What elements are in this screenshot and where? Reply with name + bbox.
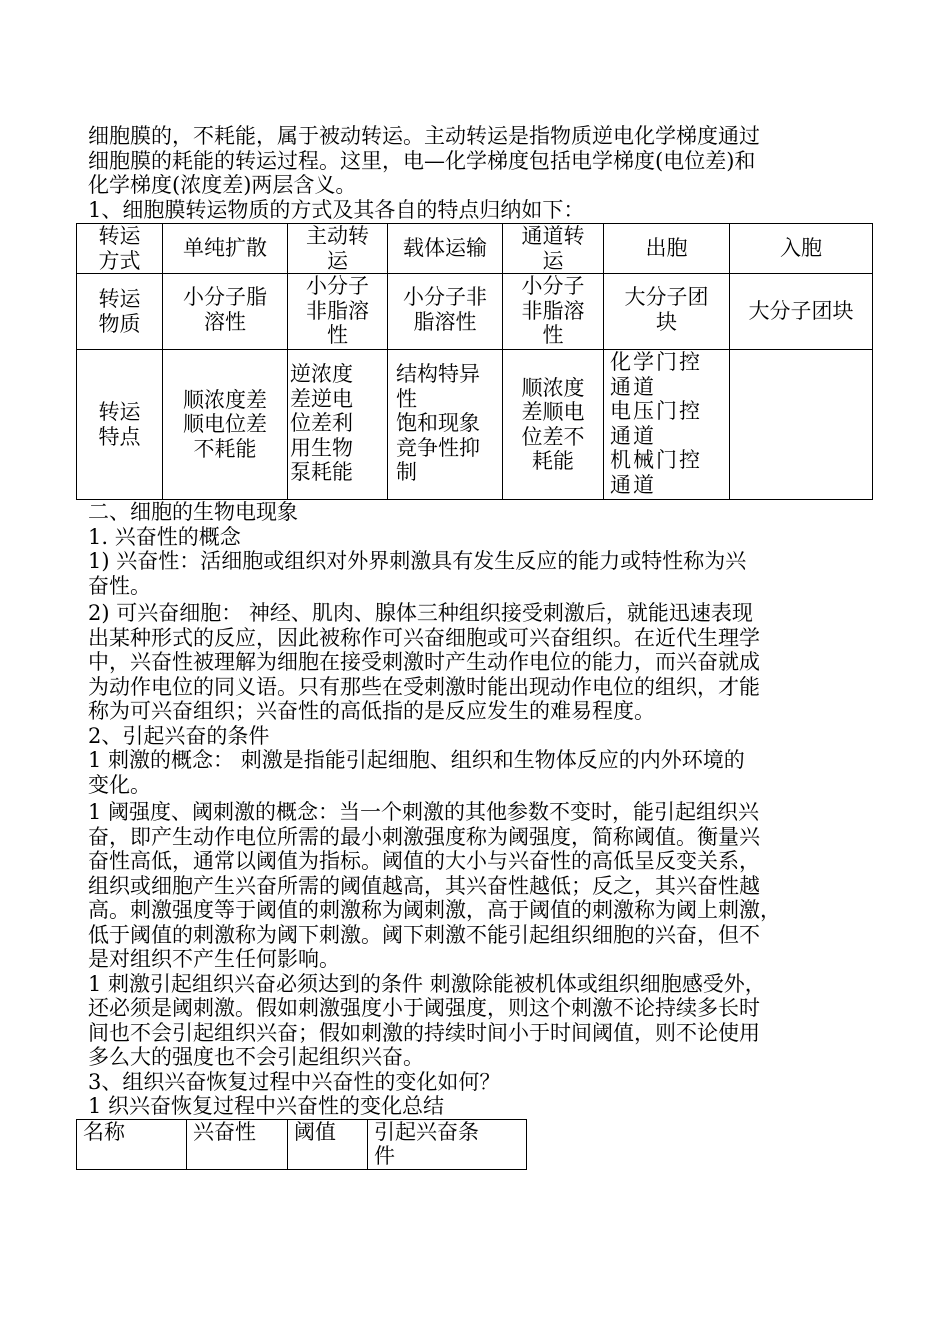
text-line: 奋性高低，通常以阈值为指标。阈值的大小与兴奋性的高低呈反变关系，: [88, 849, 760, 873]
table-cell: 小分子 非脂溶 性: [503, 274, 604, 350]
paragraph-threshold: [88, 800, 878, 972]
table-header-cell: 出胞: [604, 224, 730, 274]
document-page: [83, 124, 878, 1170]
table-cell: 转运 物质: [77, 274, 163, 350]
table-cell: [730, 350, 873, 500]
table-cell: 小分子脂 溶性: [163, 274, 288, 350]
table-cell: 小分子 非脂溶 性: [288, 274, 388, 350]
text-line: 细胞膜的，不耗能，属于被动转运。主动转运是指物质逆电化学梯度通过: [88, 124, 760, 148]
paragraph-stimulus: [88, 748, 878, 797]
text-line: 1 阈强度、阈刺激的概念：当一个刺激的其他参数不变时，能引起组织兴: [88, 800, 760, 824]
table-cell: 顺浓度 差顺电 位差不 耗能: [503, 350, 604, 500]
table-header-cell: 主动转 运: [288, 224, 388, 274]
text-line: 多么大的强度也不会引起组织兴奋。: [88, 1045, 424, 1069]
table-header-cell: 转运 方式: [77, 224, 163, 274]
table-header-cell: 载体运输: [388, 224, 503, 274]
transport-table: [76, 223, 873, 500]
table-header-cell: 引起兴奋条 件: [368, 1119, 527, 1169]
table-cell: 大分子团 块: [604, 274, 730, 350]
text-line: 间也不会引起组织兴奋；假如刺激的持续时间小于时间阈值，则不论使用: [88, 1020, 760, 1045]
paragraph-conditions: [88, 972, 878, 1070]
text-line: 变化。: [88, 772, 151, 797]
section2-heading: 二、细胞的生物电现象: [88, 500, 298, 524]
paragraph-excitable-cells: [88, 601, 878, 724]
table-header-cell: 名称: [77, 1119, 187, 1169]
table-header-cell: 单纯扩散: [163, 224, 288, 274]
subsection-heading: 1. 兴奋性的概念: [88, 524, 241, 549]
table-cell: 顺浓度差 顺电位差 不耗能: [163, 350, 288, 500]
text-line: 1 刺激的概念： 刺激是指能引起细胞、组织和生物体反应的内外环境的: [88, 748, 745, 772]
text-line: 细胞膜的耗能的转运过程。这里，电—化学梯度包括电学梯度(电位差)和: [88, 148, 756, 173]
text-line: 还必须是阈刺激。假如刺激强度小于阈强度，则这个刺激不论持续多长时: [88, 996, 760, 1020]
table-cell: 化学门控 通道 电压门控 通道 机械门控 通道: [604, 350, 730, 500]
table-row: [77, 350, 873, 500]
text-line: 1 刺激引起组织兴奋必须达到的条件 刺激除能被机体或组织细胞感受外，: [88, 971, 766, 996]
table-cell: 结构特异 性 饱和现象 竞争性抑 制: [388, 350, 503, 500]
text-line: 称为可兴奋组织；兴奋性的高低指的是反应发生的难易程度。: [88, 699, 655, 723]
subsection-heading: 1 织兴奋恢复过程中兴奋性的变化总结: [88, 1094, 445, 1118]
table-row: [77, 274, 873, 350]
subsection-heading: 2、引起兴奋的条件: [88, 723, 270, 748]
text-line: 为动作电位的同义语。只有那些在受刺激时能出现动作电位的组织，才能: [88, 674, 760, 699]
text-line: 奋，即产生动作电位所需的最小刺激强度称为阈强度，简称阈值。衡量兴: [88, 824, 760, 849]
table-header-cell: 阈值: [288, 1119, 368, 1169]
table-cell: 逆浓度 差逆电 位差利 用生物 泵耗能: [288, 350, 388, 500]
text-line: 奋性。: [88, 573, 151, 598]
table-cell: 大分子团块: [730, 274, 873, 350]
table-row: [77, 1119, 527, 1169]
table-header-cell: 兴奋性: [187, 1119, 288, 1169]
section1-heading: 1、细胞膜转运物质的方式及其各自的特点归纳如下：: [88, 197, 585, 222]
text-line: 1) 兴奋性：活细胞或组织对外界刺激具有发生反应的能力或特性称为兴: [88, 549, 747, 573]
section3-heading: 3、组织兴奋恢复过程中兴奋性的变化如何？: [88, 1069, 501, 1094]
text-line: 组织或细胞产生兴奋所需的阈值越高，其兴奋性越低；反之，其兴奋性越: [88, 873, 760, 898]
text-line: 是对组织不产生任何影响。: [88, 947, 340, 971]
paragraph-excitability: [88, 549, 878, 598]
text-line: 2) 可兴奋细胞： 神经、肌肉、腺体三种组织接受刺激后，就能迅速表现: [88, 601, 753, 625]
table-header-cell: 通道转 运: [503, 224, 604, 274]
table-cell: 小分子非 脂溶性: [388, 274, 503, 350]
table-cell: 转运 特点: [77, 350, 163, 500]
text-line: 高。刺激强度等于阈值的刺激称为阈刺激，高于阈值的刺激称为阈上刺激，: [88, 898, 781, 922]
text-line: 化学梯度(浓度差)两层含义。: [88, 173, 357, 197]
text-line: 低于阈值的刺激称为阈下刺激。阈下刺激不能引起组织细胞的兴奋，但不: [88, 922, 760, 947]
table-row: [77, 224, 873, 274]
intro-paragraph: [88, 124, 878, 198]
text-line: 中，兴奋性被理解为细胞在接受刺激时产生动作电位的能力，而兴奋就成: [88, 650, 760, 674]
text-line: 出某种形式的反应，因此被称作可兴奋细胞或可兴奋组织。在近代生理学: [88, 625, 760, 650]
table-header-cell: 入胞: [730, 224, 873, 274]
excitability-table: [76, 1119, 527, 1170]
